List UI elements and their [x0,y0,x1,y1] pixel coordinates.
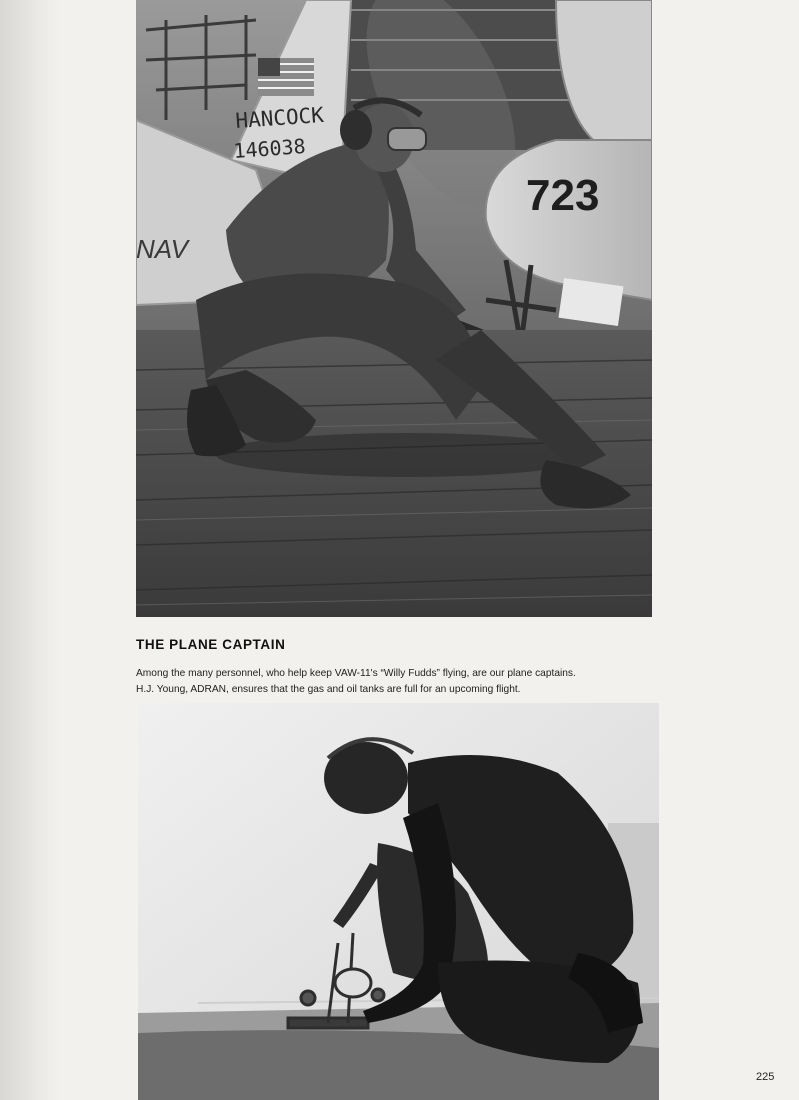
photo-bottom-illustration [138,703,659,1100]
fuselage-text: NAV [136,234,189,264]
page-number: 225 [756,1071,775,1083]
nose-number-text: 723 [526,171,600,220]
photo-top-illustration [136,0,652,617]
caption-line-2: H.J. Young, ADRAN, ensures that the gas and oil tanks are full for an upcoming flight. [136,684,521,695]
article-caption [136,666,644,698]
tail-name-text: HANCOCK [234,102,325,133]
page-gutter-shadow [0,0,60,1100]
photo-refueling-aircraft [138,703,659,1100]
article-heading: THE PLANE CAPTAIN [136,637,286,652]
caption-line-1: Among the many personnel, who help keep VAW-11's “Willy Fudds” flying, are our plane captains. [136,668,576,679]
tail-number-text: 146038 [232,134,307,163]
photo-plane-captain-kneeling [136,0,652,617]
flag-icon [258,58,314,96]
